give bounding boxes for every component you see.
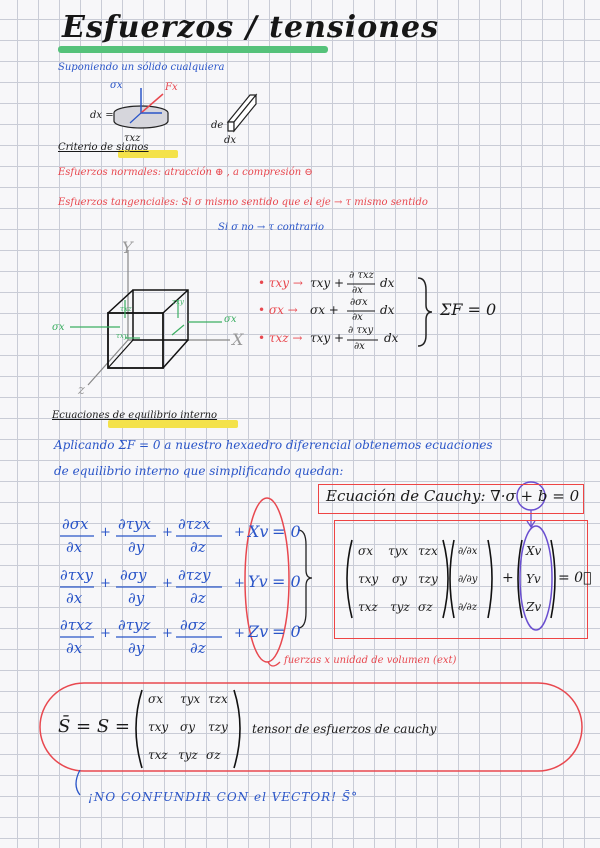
- t-21: τxy: [148, 720, 169, 734]
- m-22: σy: [392, 572, 407, 586]
- tau-label-1: τxz: [120, 305, 132, 313]
- expansion-1-num: ∂ τxz: [349, 270, 374, 281]
- eq3-t1-num: ∂τxz: [60, 616, 93, 634]
- eq3-t3-den: ∂z: [190, 639, 206, 657]
- t-31: τxz: [148, 748, 168, 762]
- equilibrium-highlight: [108, 420, 238, 428]
- tau-label-2: τxy: [172, 298, 184, 306]
- expansion-3-num: ∂ τxy: [348, 325, 374, 336]
- m-12: τyx: [388, 544, 409, 558]
- t-33: σz: [206, 748, 221, 762]
- cube-diagram: [70, 250, 230, 385]
- force-x: Xv: [526, 544, 542, 558]
- cube-axis-x: X: [232, 330, 244, 349]
- t-32: τyz: [178, 748, 198, 762]
- expansion-3-tail: dx: [384, 331, 399, 345]
- eq1-t3-num: ∂τzx: [178, 515, 211, 533]
- cube-axis-y: Y: [122, 238, 133, 257]
- brace: [418, 278, 432, 346]
- eq1-t2-den: ∂y: [128, 538, 145, 556]
- fx-label: Fx: [165, 82, 178, 93]
- expansion-1-lhs: • τxy →: [258, 276, 303, 290]
- equilibrium-heading: Ecuaciones de equilibrio interno: [52, 410, 218, 421]
- expansion-2-tail: dx: [380, 303, 395, 317]
- expansion-3-base: τxy +: [310, 331, 345, 345]
- eq2-t1-den: ∂x: [66, 589, 83, 607]
- bar-diagram: [228, 95, 256, 131]
- tau-label-3: τxy: [116, 332, 128, 340]
- force-y: Yv: [526, 572, 541, 586]
- dx2-label: dx: [224, 135, 237, 146]
- sigma-x-right: σx: [224, 314, 237, 325]
- nabla-z: ∂/∂z: [458, 602, 477, 613]
- eq2-zero: = 0: [272, 572, 301, 591]
- m-21: τxy: [358, 572, 379, 586]
- eq2-t3-num: ∂τzy: [178, 566, 211, 584]
- paragraph-line-1: Aplicando ΣF = 0 a nuestro hexaedro diferencial obtenemos ecuaciones: [54, 438, 493, 452]
- eq1-t2-num: ∂τyx: [118, 515, 151, 533]
- eq2-t1-num: ∂τxy: [60, 566, 93, 584]
- expansion-3-den: ∂x: [354, 341, 365, 352]
- expansion-2-den: ∂x: [352, 312, 363, 323]
- nabla-x: ∂/∂x: [458, 546, 478, 557]
- eq3-force: Zv: [248, 622, 269, 641]
- m-23: τzy: [418, 572, 438, 586]
- m-13: τzx: [418, 544, 438, 558]
- t-13: τzx: [208, 692, 228, 706]
- sign-criteria: Criterio de signos: [58, 142, 149, 153]
- expansion-2-num: ∂σx: [350, 297, 368, 308]
- sum-forces: ΣF = 0: [440, 300, 497, 319]
- eq1-force: Xv: [248, 522, 269, 541]
- m-33: σz: [418, 600, 433, 614]
- cauchy-equation: Ecuación de Cauchy: ∇·σ + b = 0: [326, 487, 580, 505]
- cube-axis-z: z: [78, 383, 85, 398]
- tangential-line-2: Si σ no → τ contrario: [218, 222, 324, 233]
- vector-zero: = 0⃗: [558, 570, 592, 586]
- expansion-1-tail: dx: [380, 276, 395, 290]
- warning-note: ¡NO CONFUNDIR CON el VECTOR! S̄°: [88, 790, 359, 804]
- expansion-3-lhs: • τxz →: [258, 331, 303, 345]
- eq2-force: Yv: [248, 572, 268, 591]
- eq3-t2-den: ∂y: [128, 639, 145, 657]
- de-label: de: [211, 120, 224, 131]
- expansion-2-lhs: • σx →: [258, 303, 298, 317]
- eq2-t2-den: ∂y: [128, 589, 145, 607]
- m-31: τxz: [358, 600, 378, 614]
- eq1-t1-den: ∂x: [66, 538, 83, 556]
- eq2-t2-num: ∂σy: [120, 566, 147, 584]
- sigma-x-left: σx: [52, 322, 65, 333]
- eq1-zero: = 0: [272, 522, 301, 541]
- eq3-t2-num: ∂τyz: [118, 616, 151, 634]
- tensor-lhs: S̄ = S =: [58, 716, 130, 737]
- intro-line: Suponiendo un sólido cualquiera: [58, 62, 225, 73]
- normal-stress-line: Esfuerzos normales: atracción ⊕ , a compresión ⊖: [58, 167, 313, 178]
- eq1-t3-den: ∂z: [190, 538, 206, 556]
- t-12: τyx: [180, 692, 201, 706]
- nabla-y: ∂/∂y: [458, 574, 478, 585]
- eq3-t3-num: ∂σz: [180, 616, 206, 634]
- t-23: τzy: [208, 720, 228, 734]
- expansion-2-base: σx +: [310, 303, 339, 317]
- tensor-label: tensor de esfuerzos de cauchy: [252, 722, 437, 736]
- expansion-1-base: τxy +: [310, 276, 345, 290]
- t-11: σx: [148, 692, 163, 706]
- page-title: Esfuerzos / tensiones: [62, 10, 439, 45]
- eq1-t1-num: ∂σx: [62, 515, 89, 533]
- eq3-zero: = 0: [272, 622, 301, 641]
- eq2-t3-den: ∂z: [190, 589, 206, 607]
- force-z: Zv: [526, 600, 542, 614]
- disk-diagram: [114, 88, 168, 128]
- dx-label: dx =: [90, 110, 114, 121]
- sigma-x-label: σx: [110, 80, 123, 91]
- m-11: σx: [358, 544, 373, 558]
- eq3-t1-den: ∂x: [66, 639, 83, 657]
- forces-note: fuerzas x unidad de volumen (ext): [284, 655, 457, 666]
- expansion-1-den: ∂x: [352, 285, 363, 296]
- t-22: σy: [180, 720, 195, 734]
- paragraph-line-2: de equilibrio interno que simplificando quedan:: [54, 464, 344, 478]
- tangential-line-1: Esfuerzos tangenciales: Si σ mismo sentido que el eje → τ mismo sentido: [58, 197, 428, 208]
- m-32: τyz: [390, 600, 410, 614]
- tau-xz-label: τxz: [124, 133, 141, 144]
